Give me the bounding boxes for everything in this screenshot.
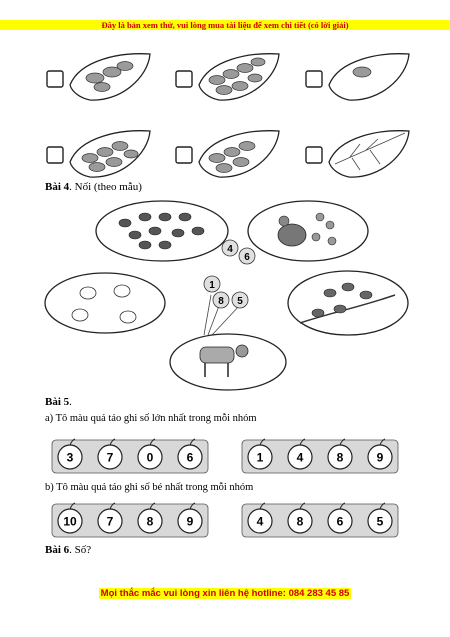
apple-number: 7 — [106, 514, 114, 529]
bai5-heading — [45, 396, 72, 408]
ducks-group[interactable] — [96, 201, 228, 261]
leaf-row-1 — [47, 54, 409, 100]
leaf-icon — [329, 131, 409, 177]
bai6-text: . Số? — [69, 544, 92, 556]
balloon-number: 5 — [237, 296, 243, 307]
apple-number: 8 — [296, 514, 304, 529]
birds-group[interactable] — [288, 271, 408, 335]
answer-box[interactable] — [306, 71, 322, 87]
leaf-row-2 — [47, 131, 409, 177]
apple-number: 5 — [376, 514, 384, 529]
bai5-label: Bài 5 — [45, 396, 70, 408]
apple-number: 8 — [146, 514, 154, 529]
apple-number: 4 — [256, 514, 264, 529]
rabbits-group[interactable] — [45, 273, 165, 333]
apple-number: 4 — [296, 450, 304, 465]
apple-number: 0 — [146, 450, 154, 465]
answer-box[interactable] — [47, 71, 63, 87]
apple-number: 1 — [256, 450, 264, 465]
apple-group-b — [0, 496, 450, 546]
answer-box[interactable] — [176, 71, 192, 87]
balloon-number: 6 — [244, 252, 250, 263]
cow-group[interactable] — [170, 334, 286, 390]
balloon-number: 1 — [209, 280, 215, 291]
apple-number: 6 — [336, 514, 344, 529]
bai5-task-a: a) Tô màu quả táo ghi số lớn nhất trong mỗi nhóm — [45, 413, 257, 424]
hen-chicks-group[interactable] — [248, 201, 368, 261]
bai4-heading — [45, 181, 142, 193]
answer-box[interactable] — [176, 147, 192, 163]
balloon-number: 4 — [227, 244, 233, 255]
preview-notice — [0, 20, 450, 30]
bai6-label: Bài 6 — [45, 544, 70, 556]
bai5-text: . — [69, 396, 72, 408]
apple-number: 9 — [376, 450, 384, 465]
bai6-heading — [45, 544, 91, 556]
hotline-text: Mọi thắc mắc vui lòng xin liên hệ hotline: 084 283 45 85 — [100, 588, 350, 599]
hotline-footer — [0, 588, 450, 599]
answer-box[interactable] — [306, 147, 322, 163]
leaf-icon — [329, 54, 409, 100]
apple-number: 8 — [336, 450, 344, 465]
leaf-counting-rows — [0, 40, 450, 180]
preview-notice-text: Đây là bản xem thử, vui lòng mua tài liệu để xem chi tiết (có lời giải) — [101, 20, 349, 30]
apple-number: 3 — [66, 450, 74, 465]
apple-number: 10 — [63, 514, 77, 529]
matching-illustration — [0, 195, 450, 395]
caterpillar-group — [353, 67, 371, 77]
apple-number: 7 — [106, 450, 114, 465]
bai4-label: Bài 4 — [45, 181, 70, 193]
balloon-number: 8 — [218, 296, 224, 307]
answer-box[interactable] — [47, 147, 63, 163]
apple-group-a — [0, 428, 450, 478]
bai5-task-b: b) Tô màu quả táo ghi số bé nhất trong mỗi nhóm — [45, 482, 254, 493]
number-balloons — [204, 240, 255, 335]
apple-number: 9 — [186, 514, 194, 529]
bai4-text: . Nối (theo mẫu) — [69, 181, 142, 193]
apple-number: 6 — [186, 450, 194, 465]
